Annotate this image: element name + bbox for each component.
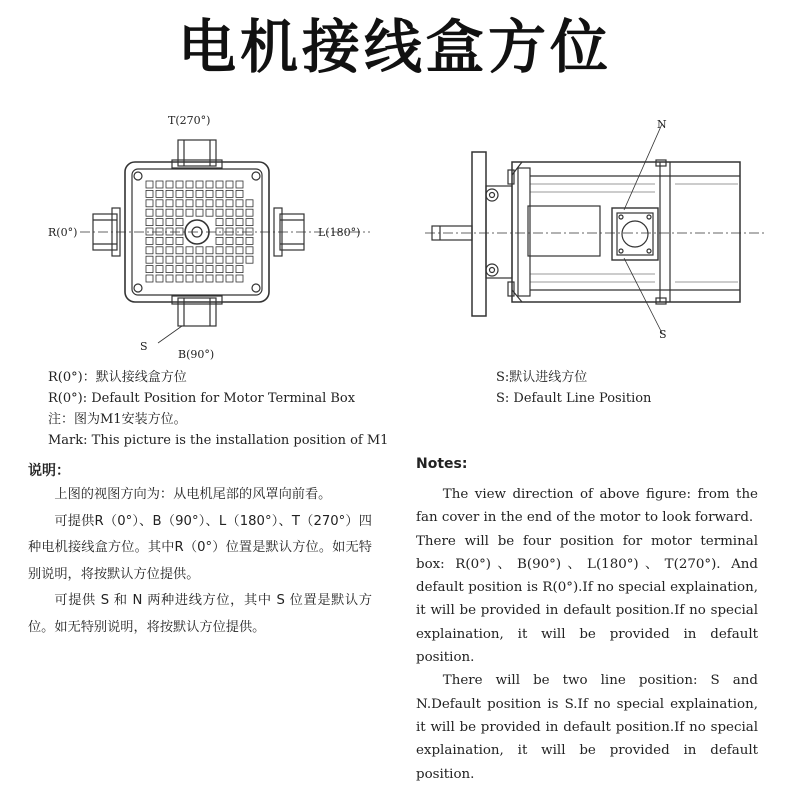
- label-t-270: T(270°): [168, 114, 211, 127]
- notes-en-heading: Notes:: [416, 456, 468, 472]
- notes-en-body: [416, 483, 758, 786]
- caption-s-cn: S:默认进线方位: [496, 370, 588, 385]
- caption-r-cn: R(0°)：默认接线盒方位: [48, 370, 187, 385]
- caption-mark-en: Mark: This picture is the installation position of M1: [48, 433, 389, 448]
- caption-s-en: S: Default Line Position: [496, 391, 652, 406]
- side-view-diagram: [420, 110, 780, 350]
- label-b-90: B(90°): [178, 348, 215, 361]
- label-r-0: R(0°): [48, 226, 78, 239]
- notes-cn-paragraph: 可提供R（0°）、B（90°）、L（180°）、T（270°）四种电机接线盒方位。其中R（0°）位置是默认方位。如无特别说明，将按默认方位提供。: [28, 513, 372, 582]
- fan-grille: [146, 181, 253, 282]
- caption-r-en: R(0°): Default Position for Motor Terminal Box: [48, 391, 356, 406]
- notes-cn-body: [28, 482, 372, 641]
- caption-note-cn: 注：图为M1安装方位。: [48, 412, 187, 427]
- notes-en-paragraph: There will be four position for motor terminal box: R(0°)、B(90°)、L(180°)、T(270°). And default position is R(0°).If no special explaination, it will be provided in default position.If no special explaination, it will be provided in default position.: [416, 533, 758, 666]
- label-n: N: [657, 118, 667, 131]
- page-title: 电机接线盒方位: [177, 13, 612, 81]
- notes-en-paragraph: The view direction of above figure: from the fan cover in the end of the motor to look forward.: [416, 487, 758, 526]
- label-l-180: L(180°): [318, 226, 361, 239]
- notes-en-paragraph: There will be two line position: S and N.Default position is S.If no special explaination, it will be provided in default position.If no special explaination, it will be provided in default position.: [416, 673, 758, 782]
- label-s-left: S: [140, 340, 148, 353]
- notes-cn-paragraph: 上图的视图方向为：从电机尾部的风罩向前看。: [54, 487, 332, 502]
- notes-cn-paragraph: 可提供 S 和 N 两种进线方位，其中 S 位置是默认方位。如无特别说明，将按默认方位提供。: [28, 593, 372, 635]
- notes-cn-heading: 说明：: [28, 463, 70, 479]
- rear-view-diagram: [40, 105, 380, 365]
- label-s-right: S: [659, 328, 667, 341]
